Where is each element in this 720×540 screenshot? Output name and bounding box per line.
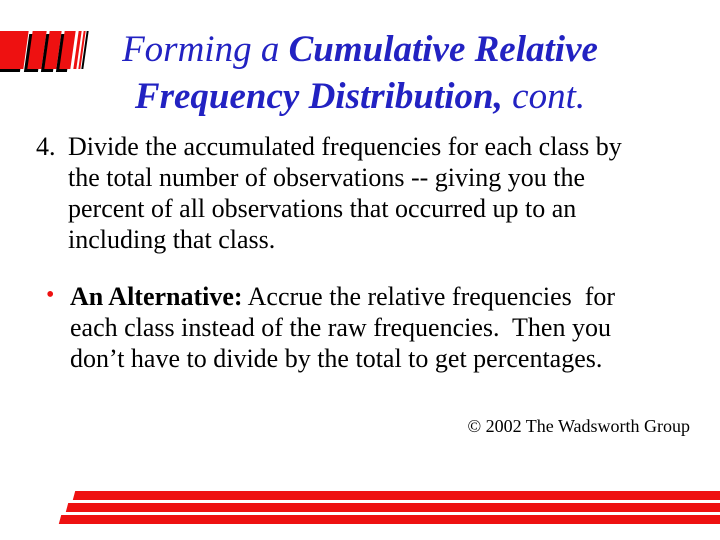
title-line-2	[135, 76, 585, 117]
copyright-text: © 2002 The Wadsworth Group	[467, 416, 690, 436]
text-line: Divide the accumulated frequencies for each class by	[68, 132, 622, 161]
bullet-lead-bold: An Alternative:	[70, 282, 243, 311]
red-bar-decoration	[59, 515, 720, 524]
numbered-list-item-4	[0, 131, 712, 255]
title-text-regular: Forming a	[122, 29, 289, 70]
title-text-regular: cont.	[502, 76, 586, 117]
text-line	[70, 281, 712, 312]
list-item-number: 4.	[36, 132, 56, 161]
title-text-bold: Frequency Distribution,	[134, 76, 503, 117]
bullet-item-text	[70, 281, 712, 374]
text-line: including that class.	[68, 225, 276, 254]
text-line: don’t have to divide by the total to get percentages.	[70, 344, 603, 373]
red-bar-decoration	[73, 491, 720, 500]
title-text-bold: Cumulative Relative	[288, 29, 598, 70]
slide-title	[0, 26, 720, 120]
text-line: each class instead of the raw frequencies. Then you	[70, 313, 611, 342]
bullet-icon: •	[46, 282, 55, 308]
text-line: the total number of observations -- giving you the	[68, 163, 586, 192]
list-item-text	[68, 131, 712, 255]
text-line: percent of all observations that occurred up to an	[68, 194, 577, 223]
bullet-list-item-alternative	[0, 281, 712, 374]
title-line-1	[122, 29, 598, 70]
bullet-lead-rest: Accrue the relative frequencies for	[242, 282, 616, 311]
red-bar-decoration	[66, 503, 720, 512]
